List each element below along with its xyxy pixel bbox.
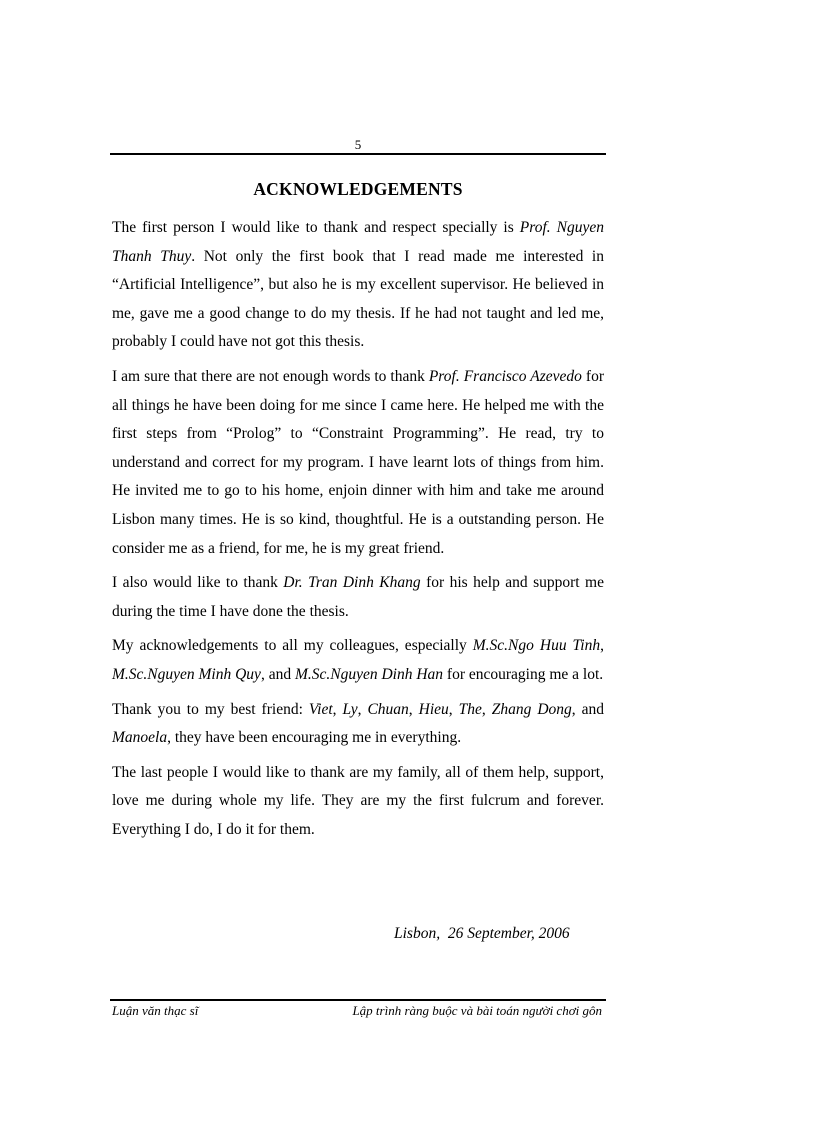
italic-name-text: Prof. Nguyen Thanh Thuy bbox=[112, 219, 604, 265]
italic-name-text: Manoela bbox=[112, 729, 168, 747]
italic-name-text: The bbox=[458, 700, 482, 718]
body-paragraph bbox=[112, 759, 604, 845]
signature-place-date: Lisbon, 26 September, 2006 bbox=[394, 925, 570, 942]
paragraph-text: for his help and support me during the time I have done the thesis. bbox=[112, 574, 604, 620]
italic-name-text: M.Sc.Nguyen Minh Quy bbox=[112, 665, 261, 683]
paragraph-text: , and bbox=[260, 665, 295, 683]
italic-name-text: Prof. Francisco Azevedo bbox=[428, 367, 582, 385]
body-paragraph bbox=[112, 632, 604, 689]
italic-name-text: Hieu bbox=[418, 700, 449, 718]
page-title: ACKNOWLEDGEMENTS bbox=[253, 179, 463, 199]
paragraph-text: The first person I would like to thank and respect specially is bbox=[112, 219, 520, 236]
footer-right-text: Lập trình ràng buộc và bài toán người chơi gôn bbox=[352, 1003, 602, 1018]
body-paragraph bbox=[112, 696, 604, 753]
acknowledgements-body bbox=[112, 214, 604, 844]
italic-name-text: Zhang Dong bbox=[491, 700, 572, 718]
paragraph-text: for all things he have been doing for me since I came here. He helped me with the first steps from “Prolog” to “Constraint Programming”. He read, try to understand and correct for my program. I have learnt lots of things from him. He invited me to go to his home, enjoin dinner with him and take me around Lisbon many times. He is so kind, thoughtful. He is a outstanding person. He consider me as a friend, for me, he is my great friend. bbox=[112, 367, 604, 557]
body-paragraph bbox=[112, 569, 604, 626]
paragraph-text: , bbox=[332, 700, 343, 718]
paragraph-text: for encouraging me a lot. bbox=[443, 665, 604, 683]
paragraph-text: , bbox=[481, 700, 492, 718]
header-divider bbox=[110, 153, 606, 155]
page-number: 5 bbox=[354, 137, 362, 152]
paragraph-text: , bbox=[357, 700, 368, 718]
footer-divider bbox=[110, 999, 606, 1001]
paragraph-text: I am sure that there are not enough words to thank bbox=[112, 367, 429, 385]
italic-name-text: M.Sc.Ngo Huu Tinh bbox=[472, 637, 601, 655]
italic-name-text: Ly bbox=[342, 700, 358, 718]
paragraph-text: I also would like to thank bbox=[112, 574, 284, 592]
italic-name-text: Dr. Tran Dinh Khang bbox=[283, 574, 421, 592]
paragraph-text: . Not only the first book that I read made me interested in “Artificial Intelligence”, but also he is my excellent supervisor. He believed in me, gave me a good change to do my thesis. If he had not taught and led me, probably I could have not got this thesis. bbox=[112, 247, 604, 351]
paragraph-text: , bbox=[448, 700, 459, 718]
paragraph-text: , bbox=[408, 700, 419, 718]
paragraph-text: My acknowledgements to all my colleagues, especially bbox=[112, 637, 473, 655]
footer-left-text: Luận văn thạc sĩ bbox=[112, 1003, 199, 1018]
italic-name-text: Viet bbox=[308, 700, 333, 718]
paragraph-text: The last people I would like to thank are my family, all of them help, support, love me during whole my life. They are my the first fulcrum and forever. Everything I do, I do it for them. bbox=[112, 763, 604, 838]
paragraph-text: , bbox=[600, 637, 604, 655]
paragraph-text: , they have been encouraging me in everything. bbox=[167, 729, 462, 747]
body-paragraph bbox=[112, 363, 604, 563]
paragraph-text: Thank you to my best friend: bbox=[112, 700, 309, 718]
italic-name-text: M.Sc.Nguyen Dinh Han bbox=[294, 665, 444, 683]
body-paragraph bbox=[112, 214, 604, 357]
paragraph-text: , and bbox=[571, 700, 605, 718]
italic-name-text: Chuan bbox=[367, 700, 409, 718]
